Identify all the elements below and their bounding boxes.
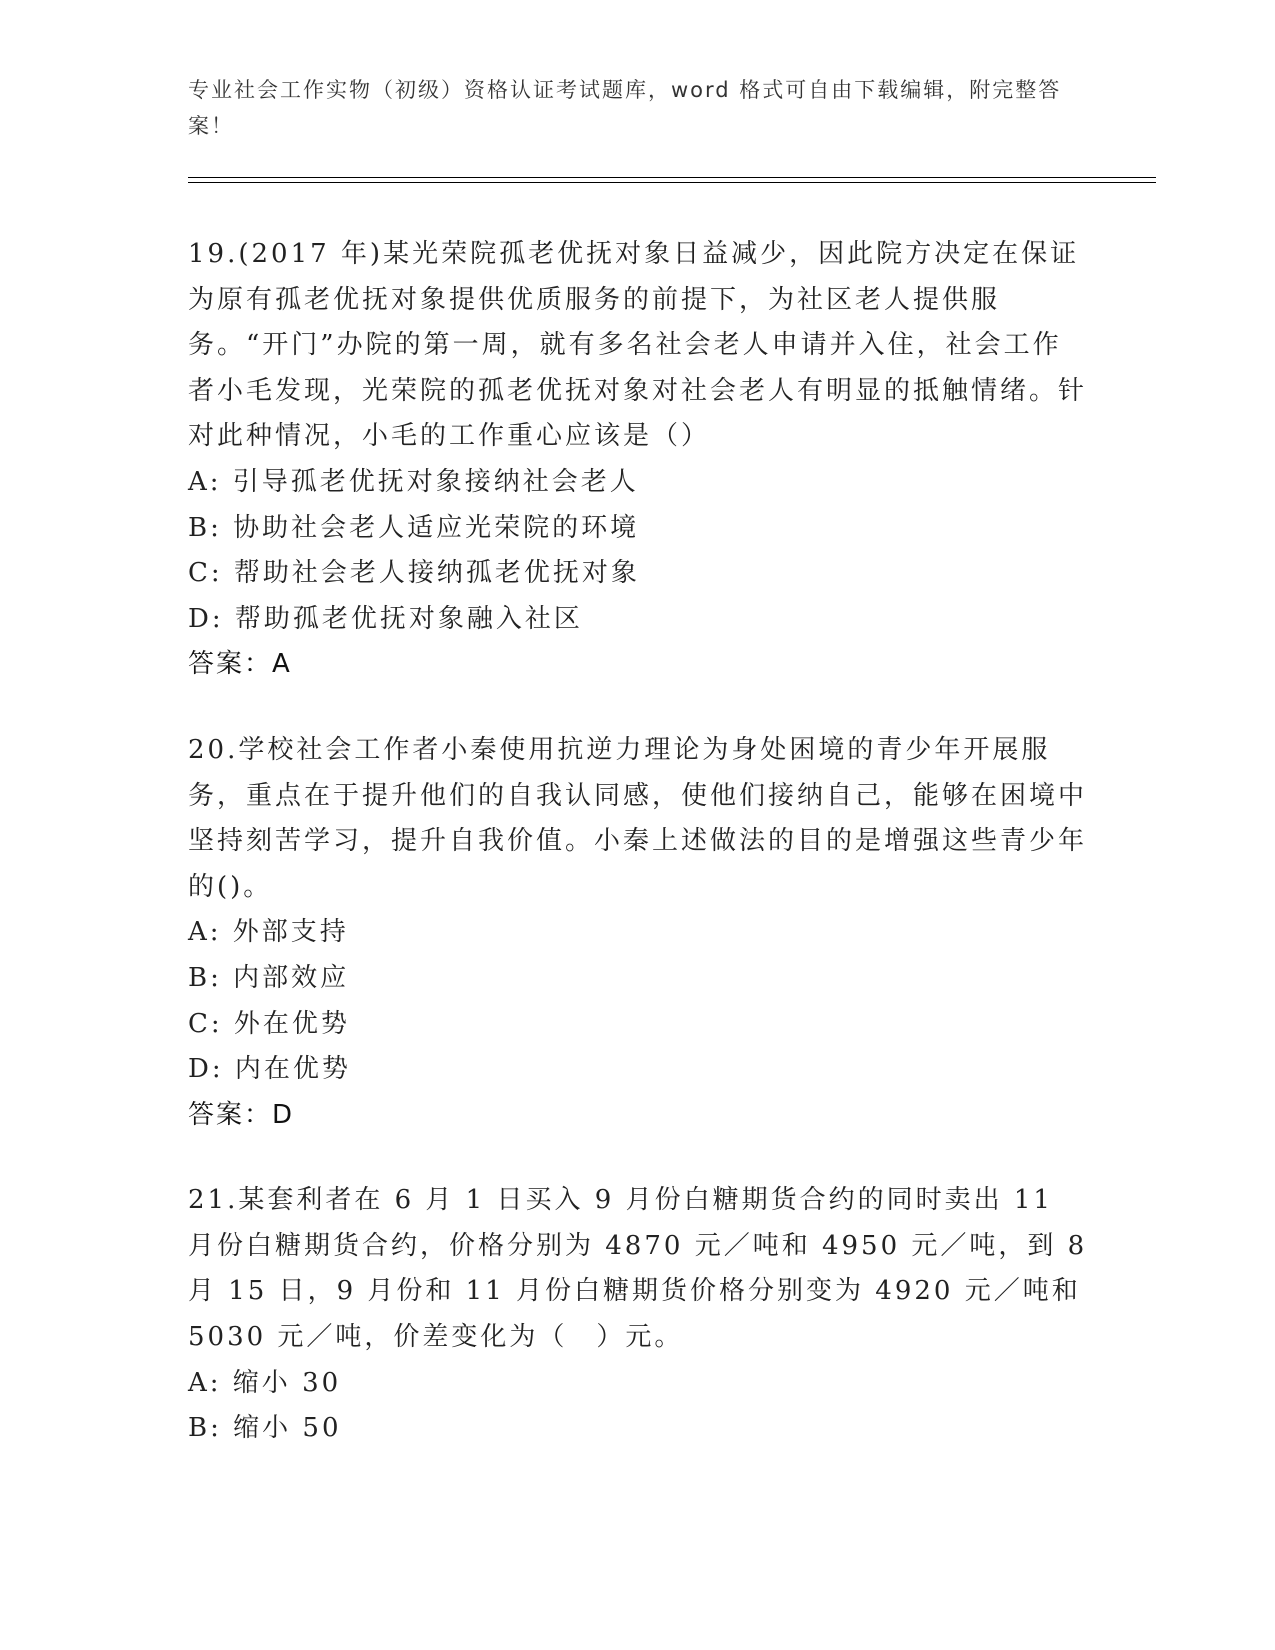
option-a: A: 外部支持 — [188, 917, 349, 948]
page-header: 专业社会工作实物（初级）资格认证考试题库，word 格式可自由下载编辑，附完整答案！ — [188, 78, 1062, 138]
option-b: B: 内部效应 — [188, 962, 350, 993]
header-divider-top — [188, 177, 1156, 178]
option-c: C: 帮助社会老人接纳孤老优抚对象 — [188, 558, 640, 589]
question-stem: 20.学校社会工作者小秦使用抗逆力理论为身处困境的青少年开展服务，重点在于提升他们的自我认同感，使他们接纳自己，能够在困境中坚持刻苦学习，提升自我价值。小秦上述做法的目的是增强这些青少年的()。 — [188, 734, 1088, 902]
question-stem: 19.(2017 年)某光荣院孤老优抚对象日益减少，因此院方决定在保证为原有孤老优抚对象提供优质服务的前提下，为社区老人提供服务。“开门”办院的第一周，就有多名社会老人申请并入住，社会工作者小毛发现，光荣院的孤老优抚对象对社会老人有明显的抵触情绪。针对此种情况，小毛的工作重心应该是（） — [188, 239, 1088, 452]
question-19 — [188, 232, 1088, 688]
header-divider-bottom — [188, 182, 1156, 183]
question-stem: 21.某套利者在 6 月 1 日买入 9 月份白糖期货合约的同时卖出 11 月份白糖期货合约，价格分别为 4870 元／吨和 4950 元／吨，到 8 月 15 日，9 月份和 11 月份白糖期货价格分别变为 4920 元／吨和 5030 元／吨，价差变化为（ ）元。 — [188, 1185, 1088, 1353]
option-d: D: 帮助孤老优抚对象融入社区 — [188, 603, 583, 634]
option-b: B: 协助社会老人适应光荣院的环境 — [188, 512, 640, 543]
question-20 — [188, 728, 1088, 1138]
option-d: D: 内在优势 — [188, 1054, 351, 1085]
question-list — [188, 232, 1088, 1492]
answer-line: 答案：A — [188, 649, 292, 680]
option-b: B: 缩小 50 — [188, 1413, 342, 1444]
option-c: C: 外在优势 — [188, 1008, 350, 1039]
option-a: A: 缩小 30 — [188, 1367, 342, 1398]
question-21 — [188, 1178, 1088, 1452]
answer-line: 答案：D — [188, 1099, 295, 1130]
option-a: A: 引导孤老优抚对象接纳社会老人 — [188, 466, 639, 497]
